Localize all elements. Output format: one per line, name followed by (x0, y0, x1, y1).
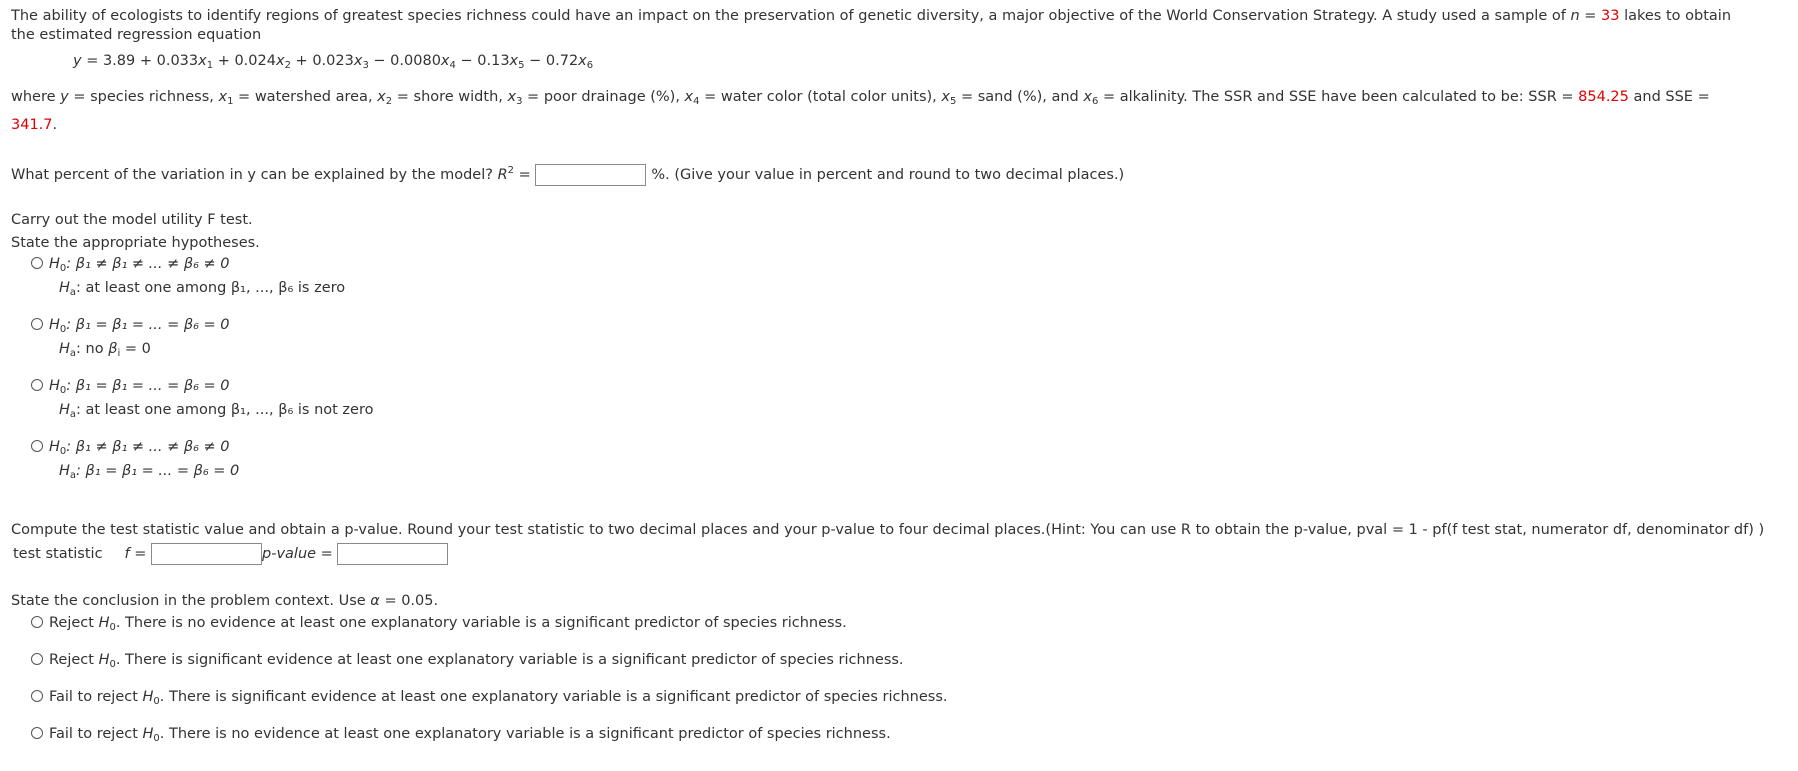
eq-term: − 0.0080 (368, 53, 441, 69)
eq-term: − 0.72 (524, 53, 579, 69)
h0-text: : β₁ ≠ β₁ ≠ ... ≠ β₆ ≠ 0 (66, 256, 230, 272)
h-symbol: H (59, 463, 70, 479)
h-symbol: H (98, 615, 110, 631)
h-sub: 0 (59, 385, 67, 396)
eq-x: x (509, 53, 519, 69)
hypothesis-option-4[interactable] (31, 437, 230, 457)
h-sub: a (69, 287, 77, 298)
p-value-input[interactable] (337, 543, 448, 565)
var-x: x (941, 89, 950, 105)
option-text: . There is no evidence at least one explanatory variable is a significant predictor of species richness. (159, 726, 891, 742)
where-text: = shore width, (392, 89, 508, 105)
ftest-state: State the appropriate hypotheses. (11, 235, 260, 251)
eq-x: x (198, 53, 207, 69)
h-symbol: H (142, 689, 154, 705)
compute-instructions: Compute the test statistic value and obtain a p-value. Round your test statistic to two decimal places and your p-value to four decimal places.(Hint: You can use R to obtain the p-value, pval = 1 - pf(f test stat, numerator df, denominator df) ) (11, 522, 1765, 538)
f-statistic-input[interactable] (151, 543, 262, 565)
conclusion-text: = 0.05. (379, 593, 439, 609)
h-sub: a (69, 348, 77, 359)
ssr-value: 854.25 (1578, 89, 1629, 105)
eq-term: − 0.13 (455, 53, 510, 69)
where-text: = water color (total color units), (699, 89, 942, 105)
ha-text: : no (76, 341, 109, 357)
regression-equation (73, 51, 593, 71)
eq-sub: 1 (206, 60, 214, 71)
h0-text: : β₁ ≠ β₁ ≠ ... ≠ β₆ ≠ 0 (66, 439, 230, 455)
eq: = (316, 546, 333, 562)
conclusion-prompt (11, 591, 438, 611)
var-x: x (377, 89, 386, 105)
var-sub: 1 (227, 96, 234, 107)
sse-value: 341.7 (11, 117, 53, 133)
radio-button[interactable] (31, 379, 43, 391)
radio-button[interactable] (31, 616, 43, 628)
r-symbol: R (497, 167, 508, 183)
var-sub: 2 (385, 96, 393, 107)
intro-line-2: the estimated regression equation (11, 27, 262, 43)
option-text: Reject (49, 615, 99, 631)
h-symbol: H (59, 402, 70, 418)
option-text: Reject (49, 652, 99, 668)
eq-term: = 3.89 + 0.033 (81, 53, 199, 69)
f-label: f (124, 546, 130, 562)
alpha: α (370, 593, 380, 609)
h-sub: a (69, 470, 77, 481)
where-text: = species richness, (68, 89, 219, 105)
var-sub: 3 (516, 96, 523, 107)
period: . (52, 117, 58, 133)
option-text: . There is no evidence at least one explanatory variable is a significant predictor of species richness. (115, 615, 847, 631)
h-sub: 0 (109, 622, 116, 633)
h-symbol: H (59, 341, 70, 357)
eq-sub: 6 (586, 60, 594, 71)
h-sub: 0 (59, 446, 67, 457)
q1-text: What percent of the variation in y can be explained by the model? (11, 167, 498, 183)
where-text: where (11, 89, 61, 105)
sse-line (11, 115, 57, 135)
r-squared-question (11, 164, 1124, 186)
h-symbol: H (59, 280, 70, 296)
radio-button[interactable] (31, 318, 43, 330)
eq-x: x (578, 53, 587, 69)
h-symbol: H (98, 652, 110, 668)
eq-sub: 3 (362, 60, 369, 71)
h-sub: 0 (59, 324, 67, 335)
r-squared-input[interactable] (535, 164, 646, 186)
p-value-label: p-value (262, 546, 317, 562)
ha-text: : β₁ = β₁ = ... = β₆ = 0 (76, 463, 240, 479)
var-x: x (1083, 89, 1092, 105)
where-text: = watershed area, (233, 89, 378, 105)
eq-term: + 0.023 (290, 53, 354, 69)
option-text: . There is significant evidence at least one explanatory variable is a significant predictor of species richness. (159, 689, 948, 705)
eq: = (129, 546, 152, 562)
hypothesis-option-2[interactable] (31, 315, 230, 335)
where-text: = sand (%), and (956, 89, 1084, 105)
test-statistic-label: test statistic (13, 546, 103, 562)
h0-text: : β₁ = β₁ = ... = β₆ = 0 (66, 317, 230, 333)
test-statistic-row (13, 543, 448, 565)
eq-sub: 2 (284, 60, 291, 71)
where-text: and SSE = (1628, 89, 1710, 105)
eq-x: x (275, 53, 285, 69)
option-text: Fail to reject (49, 689, 143, 705)
r-exp: 2 (507, 165, 515, 176)
eq-sub: 4 (449, 60, 456, 71)
option-text: . There is significant evidence at least one explanatory variable is a significant predictor of species richness. (115, 652, 904, 668)
q1-instructions: %. (Give your value in percent and round to two decimal places.) (651, 167, 1125, 183)
h-sub: a (69, 409, 77, 420)
radio-button[interactable] (31, 440, 43, 452)
h-symbol: H (49, 378, 60, 394)
h-sub: 0 (153, 733, 160, 744)
n-var: n (1570, 8, 1580, 24)
h0-text: : β₁ = β₁ = ... = β₆ = 0 (66, 378, 230, 394)
radio-button[interactable] (31, 690, 43, 702)
variable-definitions (11, 87, 1710, 107)
where-text: = alkalinity. The SSR and SSE have been calculated to be: SSR = (1098, 89, 1579, 105)
var-x: x (218, 89, 228, 105)
conclusion-text: State the conclusion in the problem context. Use (11, 593, 371, 609)
intro-line-1 (11, 6, 1731, 26)
var-sub: 4 (693, 96, 700, 107)
conclusion-option-1[interactable] (31, 613, 847, 633)
h-symbol: H (49, 317, 60, 333)
hypothesis-option-2-ha (59, 339, 151, 359)
eq: = (514, 167, 536, 183)
hypothesis-option-1[interactable] (31, 254, 230, 274)
ftest-title: Carry out the model utility F test. (11, 212, 253, 228)
h-symbol: H (142, 726, 154, 742)
ha-text: = 0 (120, 341, 151, 357)
h-sub: 0 (153, 696, 160, 707)
eq-term: + 0.024 (213, 53, 276, 69)
option-text: Fail to reject (49, 726, 143, 742)
hypothesis-option-1-ha (59, 278, 345, 298)
var-x: x (507, 89, 517, 105)
h-sub: 0 (59, 263, 67, 274)
where-text: = poor drainage (%), (522, 89, 685, 105)
radio-button[interactable] (31, 727, 43, 739)
eq-x: x (440, 53, 450, 69)
eq-x: x (353, 53, 363, 69)
intro-text-b: lakes to obtain (1619, 8, 1732, 24)
eq-sub: 5 (518, 60, 525, 71)
sample-size-value: 33 (1601, 8, 1620, 24)
intro-text: The ability of ecologists to identify regions of greatest species richness could have an impact on the preservation of genetic diversity, a major objective of the World Conservation Strategy. A study used a sample of (11, 8, 1571, 24)
beta: β (108, 341, 118, 357)
conclusion-option-4[interactable] (31, 724, 891, 744)
beta-sub: i (117, 348, 121, 359)
var-sub: 6 (1091, 96, 1099, 107)
var-sub: 5 (949, 96, 957, 107)
ha-text: : at least one among β₁, ..., β₆ is not zero (76, 402, 374, 418)
var-y: y (60, 89, 69, 105)
h-sub: 0 (109, 659, 116, 670)
eq: = (1579, 8, 1602, 24)
var-x: x (684, 89, 694, 105)
h-symbol: H (49, 439, 60, 455)
ha-text: : at least one among β₁, ..., β₆ is zero (76, 280, 346, 296)
h-symbol: H (49, 256, 60, 272)
conclusion-option-2[interactable] (31, 650, 904, 670)
hypothesis-option-4-ha (59, 461, 239, 481)
hypothesis-option-3-ha (59, 400, 373, 420)
radio-button[interactable] (31, 653, 43, 665)
conclusion-option-3[interactable] (31, 687, 947, 707)
eq-y: y (73, 53, 82, 69)
hypothesis-option-3[interactable] (31, 376, 230, 396)
radio-button[interactable] (31, 257, 43, 269)
